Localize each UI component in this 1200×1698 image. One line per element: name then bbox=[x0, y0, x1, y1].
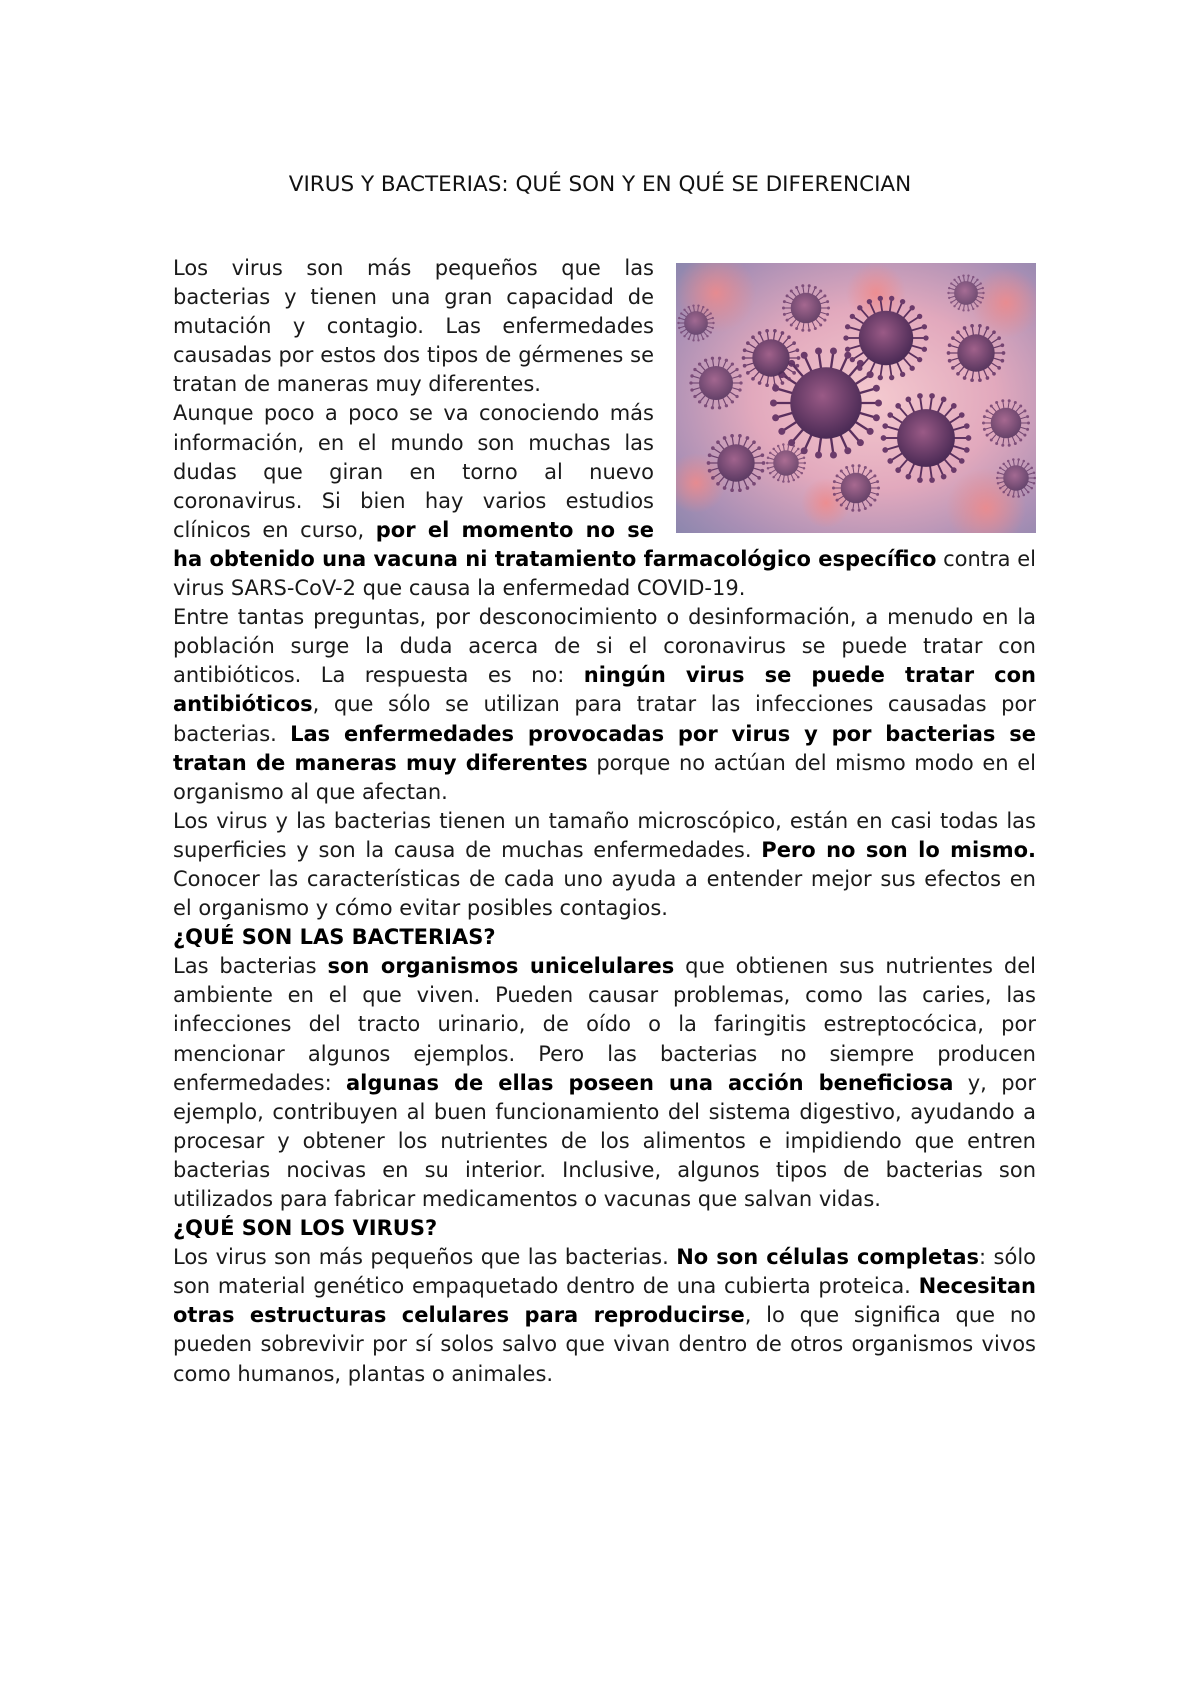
text-run: Aunque poco a poco se va conociendo más información, en el mundo son muchas las dudas que giran en torno al nuevo coronavirus. Si bien hay varios estudios clínicos en curso, bbox=[173, 401, 654, 542]
bold-text: Necesitan otras estructuras celulares para reproducirse bbox=[173, 1274, 1036, 1328]
document-title: VIRUS Y BACTERIAS: QUÉ SON Y EN QUÉ SE DIFERENCIAN bbox=[288, 172, 912, 197]
text-run: contra el virus SARS-CoV-2 que causa la enfermedad COVID-19. bbox=[173, 546, 1036, 601]
coronavirus-illustration-icon bbox=[676, 263, 1036, 533]
text-run: Las bacterias bbox=[173, 954, 328, 979]
text-run: porque no actúan del mismo modo en el organismo al que afectan. bbox=[173, 750, 1036, 804]
bold-text: por el momento no se ha obtenido una vacuna ni tratamiento farmacológico específico bbox=[173, 517, 937, 571]
text-run: : sólo son material genético empaquetado dentro de una cubierta proteica. bbox=[173, 1245, 1036, 1299]
paragraph-comparison bbox=[173, 807, 1036, 923]
bold-text: No son células completas bbox=[676, 1245, 979, 1270]
text-run: Conocer las características de cada uno ayuda a entender mejor sus efectos en el organismo y cómo evitar posibles contagios. bbox=[173, 866, 1036, 921]
bold-text: ningún virus se puede tratar con antibióticos bbox=[173, 663, 1036, 717]
bold-text: Las enfermedades provocadas por virus y por bacterias se tratan de maneras muy diferentes bbox=[173, 721, 1036, 775]
text-run: , que sólo se utilizan para tratar las infecciones causadas por bacterias. bbox=[173, 692, 1036, 746]
text-run: Entre tantas preguntas, por desconocimiento o desinformación, a menudo en la población surge la duda acerca de si el coronavirus se puede tratar con antibióticos. La respuesta es no: bbox=[173, 605, 1036, 688]
text-run: que obtienen sus nutrientes del ambiente en el que viven. Pueden causar problemas, como las caries, las infecciones del tracto urinario, de oído o la faringitis estreptocócica, por mencionar algunos ejemplos. Pero las bacterias no siempre producen enfermedades: bbox=[173, 954, 1036, 1095]
text-run: Los virus y las bacterias tienen un tamaño microscópico, están en casi todas las superficies y son la causa de muchas enfermedades. bbox=[173, 808, 1036, 862]
paragraph-virus bbox=[173, 1243, 1036, 1388]
document-body bbox=[173, 254, 1036, 1389]
heading-virus: ¿QUÉ SON LOS VIRUS? bbox=[173, 1216, 438, 1241]
paragraph-antibiotics bbox=[173, 603, 1036, 807]
text-run: Los virus son más pequeños que las bacterias. bbox=[173, 1245, 677, 1270]
heading-bacteria: ¿QUÉ SON LAS BACTERIAS? bbox=[173, 925, 496, 950]
text-run: , lo que significa que no pueden sobrevivir por sí solos salvo que vivan dentro de otros organismos vivos como humanos, plantas o animales. bbox=[173, 1303, 1037, 1386]
bold-text: son organismos unicelulares bbox=[327, 954, 675, 979]
text-run: y, por ejemplo, contribuyen al buen funcionamiento del sistema digestivo, ayudando a procesar y obtener los nutrientes de los alimentos e impidiendo que entren bacterias nocivas en su interior. Inclusive, algunos tipos de bacterias son utilizados para fabricar medicamentos o vacunas que salvan vidas. bbox=[173, 1070, 1037, 1211]
paragraph-bacteria bbox=[173, 952, 1036, 1214]
bold-text: algunas de ellas poseen una acción beneficiosa bbox=[346, 1070, 954, 1095]
bold-text: Pero no son lo mismo. bbox=[761, 837, 1036, 862]
text-run: Los virus son más pequeños que las bacterias y tienen una gran capacidad de mutación y contagio. Las enfermedades causadas por estos dos tipos de gérmenes se tratan de maneras muy diferentes. bbox=[173, 256, 654, 397]
